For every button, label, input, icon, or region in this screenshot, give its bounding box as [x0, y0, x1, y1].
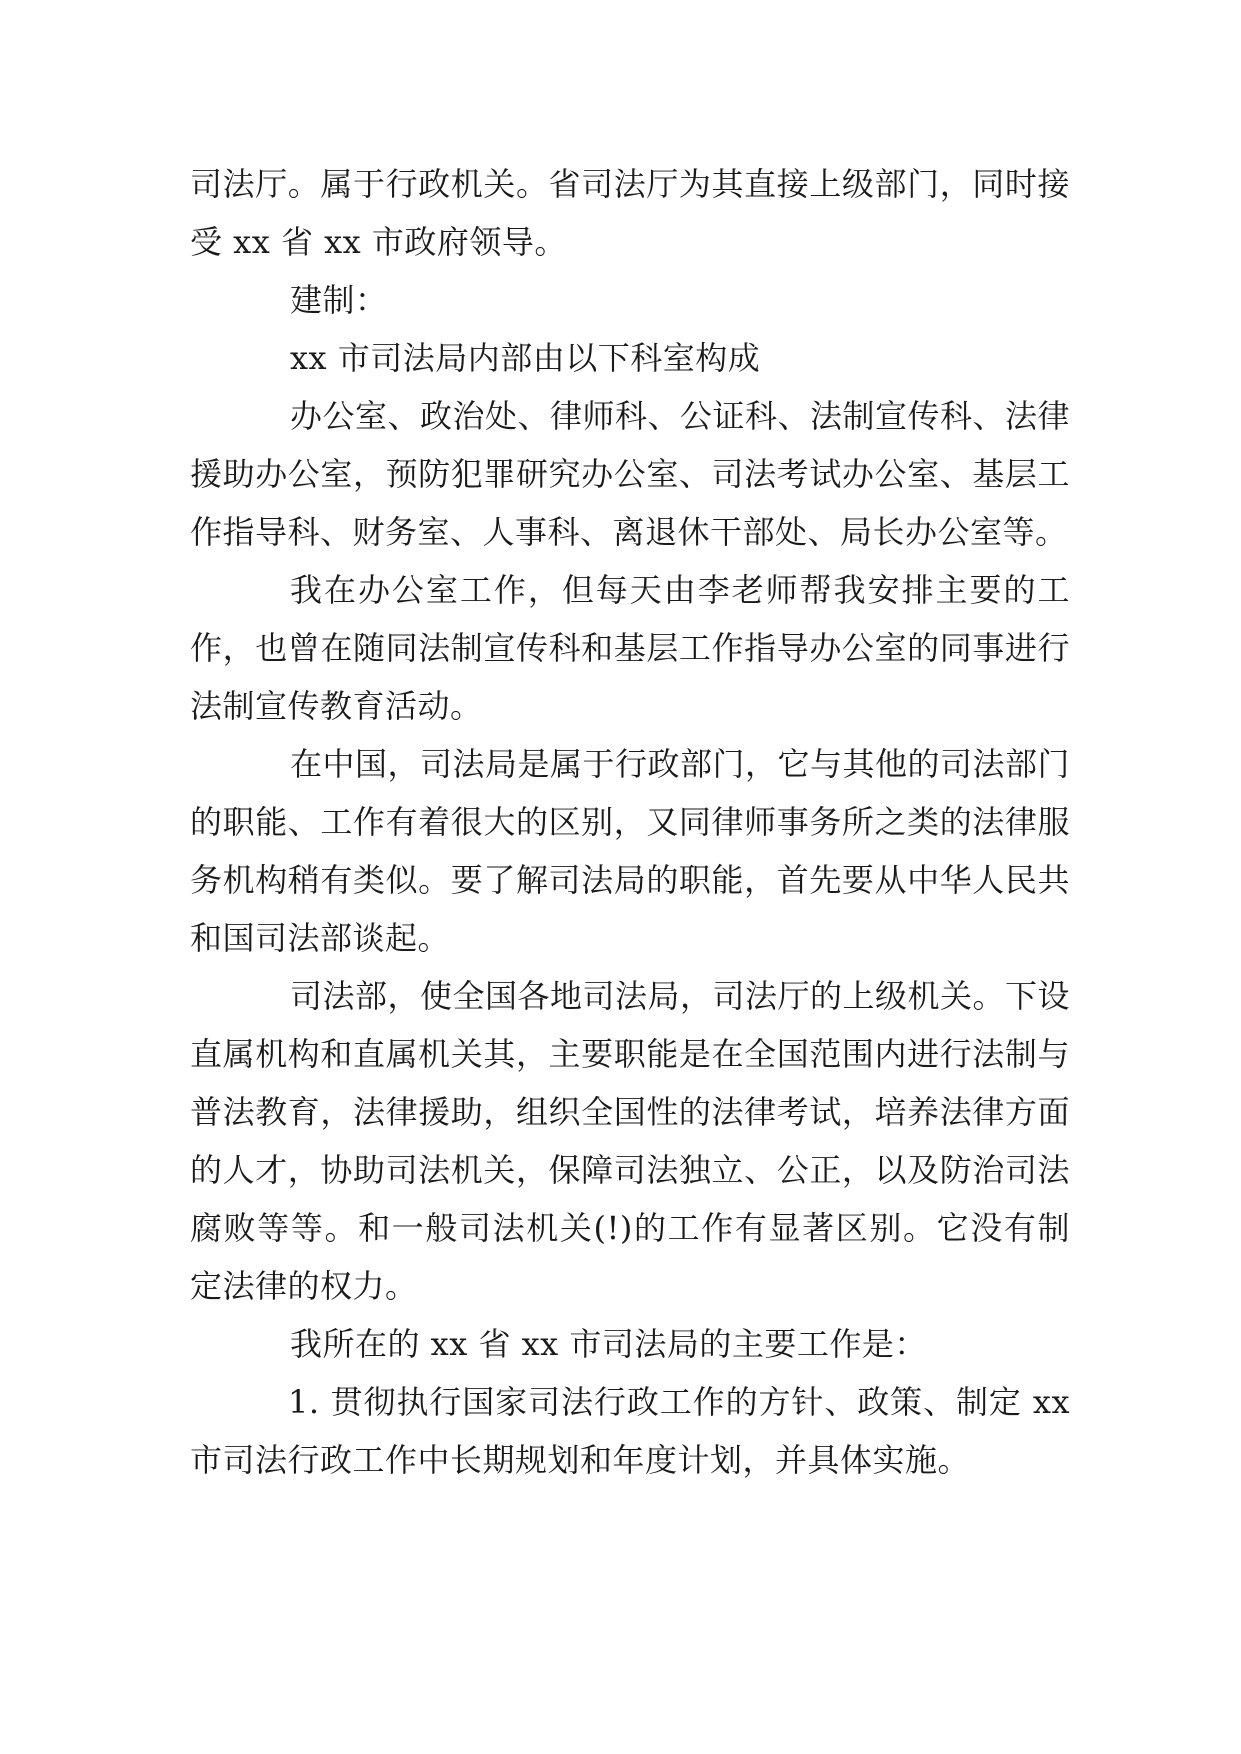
list-item: 1. 贯彻执行国家司法行政工作的方针、政策、制定 xx 市司法行政工作中长期规划和年度计划，并具体实施。 [190, 1383, 1070, 1479]
paragraph: 建制： [290, 281, 388, 319]
paragraph: 司法部，使全国各地司法局，司法厅的上级机关。下设直属机构和直属机关其，主要职能是在全国范围内进行法制与普法教育，法律援助，组织全国性的法律考试，培养法律方面的人才，协助司法机关，保障司法独立、公正，以及防治司法腐败等等。和一般司法机关(!)的工作有显著区别。它没有制定法律的权力。 [190, 977, 1071, 1305]
paragraph: 办公室、政治处、律师科、公证科、法制宣传科、法律援助办公室，预防犯罪研究办公室、司法考试办公室、基层工作指导科、财务室、人事科、离退休干部处、局长办公室等。 [190, 397, 1071, 551]
paragraph: 我所在的 xx 省 xx 市司法局的主要工作是： [290, 1325, 927, 1363]
paragraph: 我在办公室工作，但每天由李老师帮我安排主要的工作，也曾在随同法制宣传科和基层工作指导办公室的同事进行法制宣传教育活动。 [190, 571, 1070, 725]
paragraph: xx 市司法局内部由以下科室构成 [290, 339, 761, 377]
paragraph: 司法厅。属于行政机关。省司法厅为其直接上级部门，同时接受 xx 省 xx 市政府领导。 [190, 165, 1070, 261]
paragraph: 在中国，司法局是属于行政部门，它与其他的司法部门的职能、工作有着很大的区别，又同律师事务所之类的法律服务机构稍有类似。要了解司法局的职能，首先要从中华人民共和国司法部谈起。 [190, 745, 1071, 957]
document-body [190, 155, 1070, 1489]
